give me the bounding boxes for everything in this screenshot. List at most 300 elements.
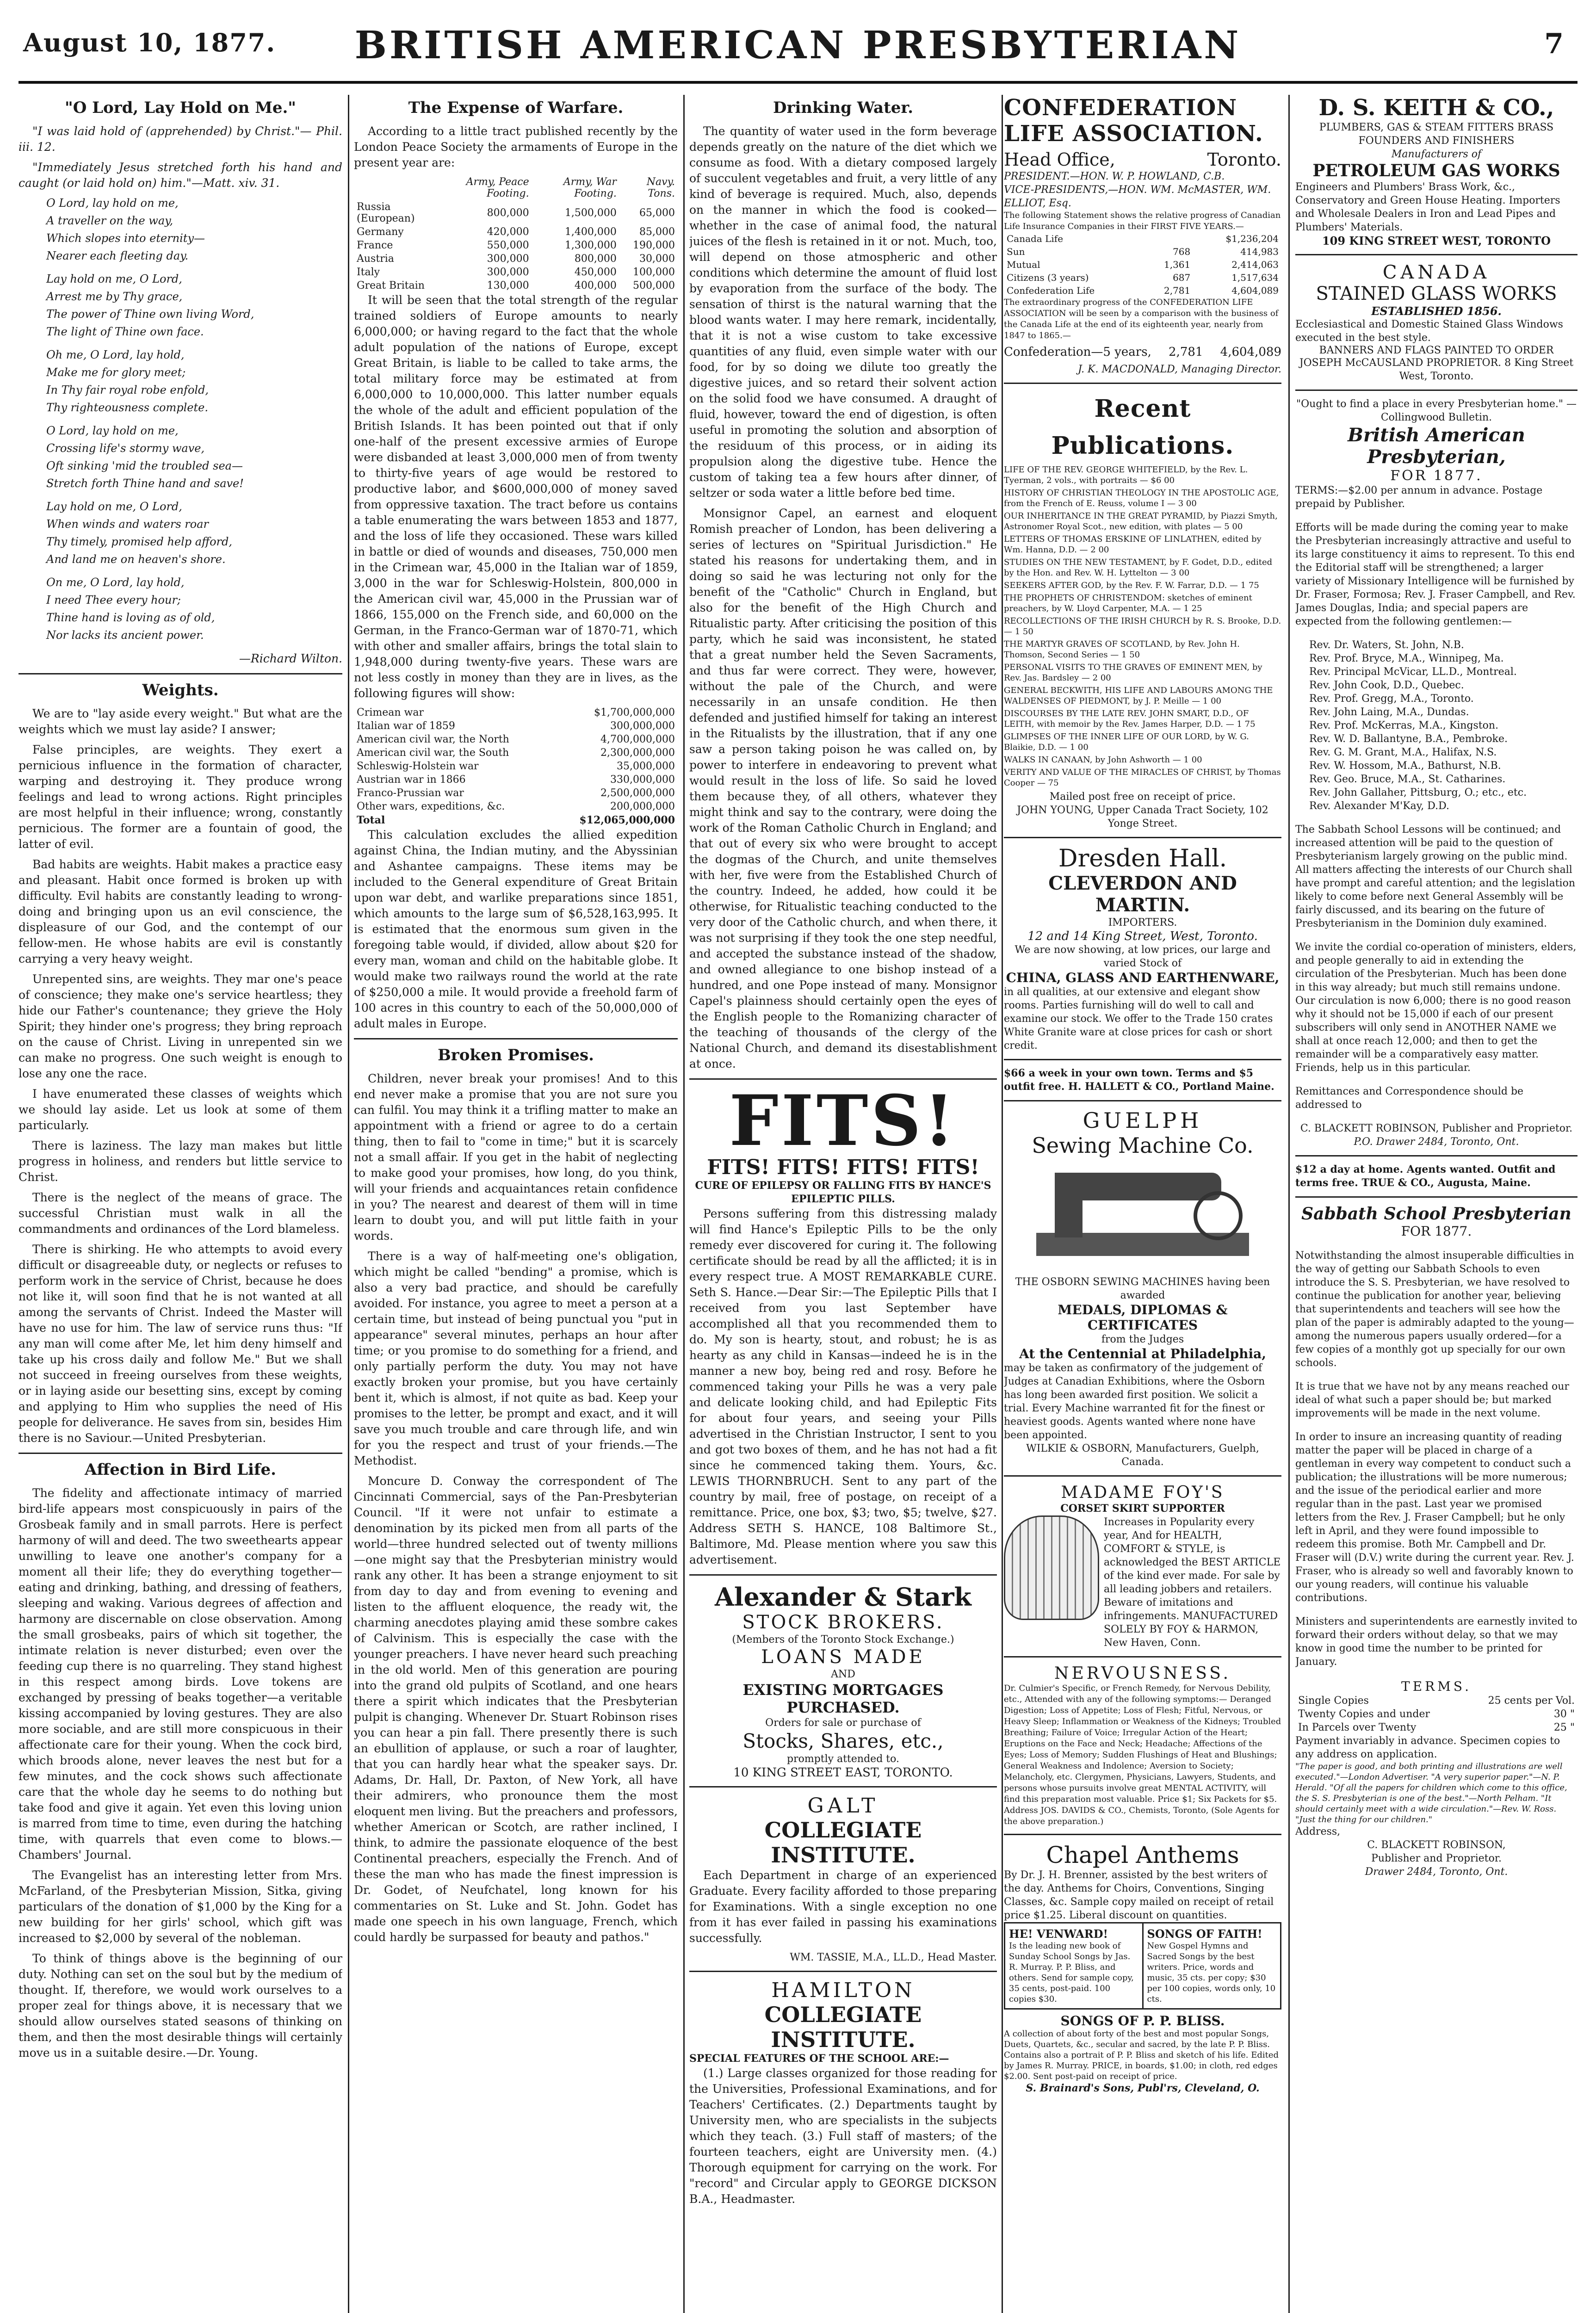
table-row — [1004, 284, 1281, 297]
table-cell: 65,000 — [639, 207, 675, 219]
list-item: STUDIES ON THE NEW TESTAMENT, by F. Godet, D.D., edited by the Hon. and Rev. W. H. Lyttelton — 3 00 — [1004, 557, 1273, 578]
list-item: Rev. W. Hossom, M.A., Bathurst, N.B. — [1309, 760, 1501, 772]
keith-manufacturers: Manufacturers of — [1391, 148, 1482, 160]
column-4 — [1004, 95, 1281, 2313]
foy-title: MADAME FOY'S — [1061, 1483, 1225, 1502]
terms-note: Payment invariably in advance. Specimen copies to any address on application. — [1295, 1735, 1560, 1760]
table-cell: 200,000,000 — [610, 801, 675, 812]
divider — [1004, 837, 1281, 838]
article-water — [689, 124, 997, 1072]
poem-epigraph-2: "Immediately Jesus stretched forth his hand and caught (or laid hold on) him."—Matt. xiv. 31. — [19, 161, 342, 190]
galt-signature: WM. TASSIE, M.A., LL.D., Head Master. — [790, 1952, 997, 1963]
paragraph: Efforts will be made during the coming year to make the Presbyterian increasingly attractive and useful to its large constituency it aims to represent. To this end the Editorial staff will be strengthened; a larger variety of Missionary Intelligence will be furnished by Dr. Fraser, Formosa; Rev. J. Fraser Campbell, and Rev. James Douglas, India; and special papers are expected from the following gentlemen:— — [1295, 522, 1576, 627]
stark-stocks: Stocks, Shares, etc., — [742, 1730, 944, 1752]
divider — [1295, 390, 1577, 391]
table-cell: 4,604,089 — [1231, 285, 1279, 296]
table-cell: 420,000 — [487, 226, 529, 238]
divider — [689, 1078, 997, 1080]
stark-orders: Orders for sale or purchase of — [765, 1717, 921, 1729]
table-cell: American civil war, the South — [357, 747, 509, 759]
table-cell: Franco-Prussian war — [357, 787, 464, 799]
sewing-machine-illustration — [1027, 1163, 1258, 1270]
table-row — [354, 760, 678, 773]
divider — [1004, 1475, 1281, 1477]
judges: from the Judges — [1101, 1334, 1184, 1345]
stark-sub: STOCK BROKERS. — [742, 1612, 944, 1633]
column-rule — [683, 95, 685, 2313]
poem-line: Thy righteousness complete. — [46, 401, 208, 414]
table-cell: Canada Life — [1007, 233, 1064, 244]
table-cell: Austrian war in 1866 — [357, 774, 466, 785]
issue-date: August 10, 1877. — [23, 28, 276, 57]
foy-ad — [1004, 1515, 1281, 1650]
poem-line: A traveller on the way, — [46, 214, 173, 227]
table-cell: Austria — [357, 253, 394, 265]
established: ESTABLISHED 1856. — [1371, 304, 1502, 318]
table-cell: 1,517,634 — [1231, 272, 1279, 283]
poem-line: In Thy fair royal robe enfold, — [46, 383, 209, 396]
table-cell: Italy — [357, 266, 380, 278]
paragraph: The Sabbath School Lessons will be continued; and increased attention will be paid to the question of Presbyterianism largely growing on the public mind. All matters affecting the interests of our Church shall have prompt and careful attention; and the legislation likely to come before next General Assembly will be fairly discussed, and its bearing on the future of Presbyterianism in the Dominion duly examined. — [1295, 824, 1575, 929]
conf-5yr-policies: 2,781 — [1169, 345, 1203, 359]
table-cell: 2,300,000,000 — [600, 747, 675, 759]
poem-line: And land me on heaven's shore. — [46, 553, 226, 566]
table-cell: $1,700,000,000 — [594, 707, 675, 718]
table-row — [354, 266, 678, 279]
confederation-vice-presidents: VICE-PRESIDENTS,—HON. WM. McMASTER, WM. ELLIOT, Esq. — [1004, 184, 1271, 209]
final-publisher: Publisher and Proprietor. — [1371, 1853, 1502, 1864]
list-item: THE PROPHETS OF CHRISTENDOM: sketches of eminent preachers, by W. Lloyd Carpenter, M.A. — 1 25 — [1004, 593, 1252, 613]
confederation-president: PRESIDENT.—HON. W. P. HOWLAND, C.B. — [1004, 171, 1225, 182]
list-item: PERSONAL VISITS TO THE GRAVES OF EMINENT MEN, by Rev. Jas. Bardsley — 2 00 — [1004, 662, 1262, 683]
paragraph: The quantity of water used in the form beverage depends greatly on the nature of the diet which we consume as food. With a dietary composed largely of succulent vegetables and fruit, a very little of any kind of beverage is required. Much, also, depends on the manner in which the food is cooked—whether in the case of animal food, the natural juices of the flesh is retained in it or not. Much, too, will depend on those atmospheric and other conditions which determine the amount of fluid lost by evaporation from the surface of the body. The sensation of thirst is the natural warning that the blood wants water. I may here remark, incidentally, that it is not a wise custom to take excessive quantities of any fluid, even simple water with our food, for by so doing we dilute too greatly the digestive juices, and so retard their solvent action on the solid food we have consumed. A draught of fluid, however, toward the end of digestion, is often useful in promoting the solution and absorption of the residuum of this process, or in aiding its propulsion along the digestive tube. Hence the custom of taking tea a few hours after dinner, of seltzer or soda water a little before bed time. — [689, 124, 997, 500]
table-row — [1004, 232, 1281, 245]
table-row — [1004, 258, 1281, 271]
table-cell: 500,000 — [633, 280, 675, 291]
paragraph: Children, never break your promises! And to this end never make a promise that you are not sure you can fulfil. You may think it a trifling matter to make an appointment with a friend or agree to do a certain thing, then to fail to "come in time;" but it is scarcely not a small affair. If you get in the habit of neglecting to make good your promises, how long, do you think, will your friends and acquaintances retain confidence in you? The nearest and dearest of them will in time learn to doubt you, and will put little faith in your words. — [354, 1072, 678, 1243]
poem-line: O Lord, lay hold on me, — [46, 197, 179, 210]
table-cell: France — [357, 240, 393, 251]
table-row — [354, 773, 678, 786]
hamilton-body: (1.) Large classes organized for those reading for the Universities, Professional Examinations, and for Teachers' Certificates. (2.) Departments taught by University men, who are specialists in the subjects which they teach. (3.) Full staff of masters; of the fourteen teachers, eight are University men. (4.) Thorough equipment for carrying on the work. For "record" and Circular apply to GEORGE DICKSON B.A., Headmaster. — [689, 2066, 997, 2206]
article-warfare — [354, 292, 678, 701]
poem-verses — [19, 196, 342, 643]
table-cell: Single Copies — [1298, 1695, 1369, 1707]
keith-body: Engineers and Plumbers' Brass Work, &c., Conservatory and Green House Heating. Importers and Wholesale Dealers in Iron and Lead Pipes and Plumbers' Materials. — [1295, 181, 1560, 233]
books-mailed: Mailed post free on receipt of price. — [1049, 791, 1236, 803]
list-item: THE MARTYR GRAVES OF SCOTLAND, by Rev. John H. Thomson, Second Series — 1 50 — [1004, 639, 1240, 660]
bliss-title: SONGS OF P. P. BLISS. — [1060, 2013, 1225, 2029]
table-header — [354, 175, 441, 200]
table-row — [354, 252, 678, 266]
bap-title: British American Presbyterian, — [1348, 424, 1525, 468]
confederation-5yr — [1004, 345, 1281, 359]
divider — [1295, 1155, 1577, 1156]
article-title-affection: Affection in Bird Life. — [84, 1460, 277, 1479]
books-publisher: JOHN YOUNG, Upper Canada Tract Society, 102 Yonge Street. — [1017, 804, 1268, 829]
fits-cure: CURE OF EPILEPSY OR FALLING FITS BY HANCE'S EPILEPTIC PILLS. — [695, 1180, 991, 1205]
heavenward-title: HE! VENWARD! — [1009, 1927, 1108, 1941]
table-row — [354, 746, 678, 760]
poem-line: Lay hold on me, O Lord, — [46, 500, 182, 513]
poem-line: On me, O Lord, lay hold, — [46, 576, 185, 589]
paragraph: Ministers and superintendents are earnestly invited to forward their orders without delay, so that we may know in good time the number to be printed for January. — [1295, 1616, 1577, 1668]
table-row — [354, 786, 678, 800]
poem-line: O Lord, lay hold on me, — [46, 424, 179, 437]
list-item: VERITY AND VALUE OF THE MIRACLES OF CHRIST, by Thomas Cooper — 75 — [1004, 767, 1281, 788]
cleverdon-body: We are now showing, at low prices, our large and varied Stock of — [1015, 944, 1271, 969]
column-rule — [1002, 95, 1003, 2313]
poem-line: Which slopes into eternity— — [46, 232, 205, 245]
table-cell: In Parcels over Twenty — [1298, 1722, 1417, 1733]
table-cell: 35,000,000 — [617, 761, 675, 772]
stark-and: AND — [831, 1669, 855, 1680]
table-row — [354, 706, 678, 719]
paragraph: The Evangelist has an interesting letter from Mrs. McFarland, of the Presbyterian Mission, Sitka, giving particulars of the donation of $1,000 by the King for a new building for her girls' school, which gift was increased to $2,000 by several of the nobleman. — [19, 1868, 342, 1945]
paragraph: In order to insure an increasing quantity of reading matter the paper will be placed in charge of a gentleman in every way competent to conduct such a publication; the illustrations will be more numerous; and the issue of the periodical earlier and more regular than in the past. Last year we promised letters from the Rev. J. Fraser Campbell; but he only left in April, and they were found impossible to redeem this promise. Both Mr. Campbell and Dr. Fraser will (D.V.) write during the current year. Rev. J. Fraser, who is already so well and favorably known to our young readers, will continue his valuable contributions. — [1295, 1431, 1574, 1604]
table-cell: 30,000 — [639, 253, 675, 265]
paragraph: The fidelity and affectionate intimacy of married bird-life appears most conspicuously in pairs of the Grosbeak family and in small parrots. Here is perfect harmony of will and deed. The two sweethearts appear unwilling to leave one another's company for a moment all their life; they do everything together—eating and drinking, bathing, and dressing of feathers, sleeping and waking. Various degrees of affection and harmony are discernable on close observation. Among the small grosbeaks, pairs of which sit together, the intimate relation is never disturbed; even over the feeding cup there is no quarreling. They stand highest in this respect among birds. Love tokens are exchanged by pressing of beaks together—a veritable kissing accompanied by loving gestures. They are also more sociable, and are still more conspicuous in their affectionate care for their young. When the cock bird, which broods alone, never leaves the nest but for a few minutes, and the cock shows such affectionate care that the whole day he seems to do nothing but take food and give it again. Yet even this loving union is marred from time to time, even during the hatching time, with quarrels that even come to blows.—Chambers' Journal. — [19, 1486, 342, 1862]
stark-prompt: promptly attended to. — [787, 1753, 899, 1765]
divider — [1295, 1196, 1577, 1198]
table-cell: 450,000 — [574, 266, 617, 278]
column-5 — [1295, 95, 1577, 2313]
table-cell: 800,000 — [487, 207, 529, 219]
songs-of-faith-ad — [1142, 1923, 1281, 2008]
table-cell: Germany — [357, 226, 404, 238]
column-1 — [19, 95, 342, 2313]
war-cost-table — [354, 706, 678, 827]
banners: BANNERS AND FLAGS PAINTED TO ORDER — [1319, 345, 1554, 356]
poem-line: Make me for glory meet; — [46, 366, 186, 379]
confederation-extra: The extraordinary progress of the CONFEDERATION LIFE ASSOCIATION will be seen by a comparison with the business of the Canada Life at the end of its eighteenth year, nearly from 1847 to 1865.— — [1004, 297, 1279, 340]
head-office-label: Head Office, — [1004, 149, 1115, 170]
list-item: HISTORY OF CHRISTIAN THEOLOGY IN THE APOSTOLIC AGE, from the French of E. Reuss, volume I — 3 00 — [1004, 488, 1279, 508]
table-cell: American civil war, the North — [357, 734, 509, 745]
table-row — [1004, 271, 1281, 284]
divider — [1004, 1656, 1281, 1657]
table-header: Army, War Footing. — [563, 176, 617, 199]
paragraph: There is the neglect of the means of grace. The successful Christian must walk in all the commandments and ordinances of the Lord blameless. — [19, 1191, 342, 1236]
table-row — [354, 225, 678, 239]
table-cell: $1,236,204 — [1225, 233, 1279, 244]
list-item: GLIMPSES OF THE INNER LIFE OF OUR LORD, by W. G. Blaikie, D.D. — 1 00 — [1004, 732, 1249, 752]
table-cell: 800,000 — [574, 253, 617, 265]
poem-line: When winds and waters roar — [46, 518, 209, 531]
table-cell — [1145, 232, 1193, 245]
divider — [19, 1453, 342, 1454]
table-cell: 85,000 — [639, 226, 675, 238]
list-item: Rev. Alexander M'Kay, D.D. — [1309, 800, 1449, 812]
bap-terms: TERMS:—$2.00 per annum in advance. Postage prepaid by Publisher. — [1295, 485, 1543, 510]
table-cell: Other wars, expeditions, &c. — [357, 801, 505, 812]
table-total-row — [354, 813, 678, 827]
table-cell: Sun — [1007, 246, 1025, 257]
final-signature: C. BLACKETT ROBINSON, — [1367, 1839, 1506, 1851]
paragraph: I have enumerated these classes of weights which we should lay aside. Let us look at some of them particularly. — [19, 1087, 342, 1132]
table-cell: 2,414,063 — [1231, 259, 1279, 270]
galt-institute: COLLEGIATE INSTITUTE. — [764, 1818, 922, 1868]
table-row — [1295, 1707, 1577, 1721]
chapel-anthems-title: Chapel Anthems — [1046, 1842, 1239, 1868]
canada-title: CANADA — [1382, 262, 1491, 283]
address-label: Address, — [1295, 1826, 1341, 1837]
poem-line: Crossing life's stormy wave, — [46, 442, 205, 455]
osborn-body: may be taken as confirmatory of the judgement of Judges at Canadian Exhibitions, where the Osborn has long been awarded first position. We solicit a trial. Every Machine warranted fit for the finest or heaviest goods. Agents wanted where none have been appointed. — [1004, 1362, 1265, 1441]
guelph-title: GUELPH — [1083, 1108, 1203, 1133]
list-item: Rev. Geo. Bruce, M.A., St. Catharines. — [1309, 773, 1506, 785]
column-rule — [348, 95, 349, 2313]
list-item: Rev. G. M. Grant, M.A., Halifax, N.S. — [1309, 747, 1497, 758]
table-row — [354, 800, 678, 813]
list-item: Rev. John Gallaher, Pittsburg, O.; etc., etc. — [1309, 787, 1527, 798]
cleverdon-body-2: in all qualities, at our extensive and elegant show rooms. Parties furnishing will do well to call and examine our stock. We offer to the Trade 150 crates White Granite ware at close prices for cash or short credit. — [1004, 986, 1273, 1051]
poem-line: The light of Thine own face. — [46, 325, 204, 338]
poem-author: —Richard Wilton. — [239, 652, 342, 665]
article-title-water: Drinking Water. — [773, 99, 914, 117]
confederation-note: The following Statement shows the relative progress of Canadian Life Insurance Companies in their FIRST FIVE YEARS.— — [1004, 210, 1281, 231]
book-list — [1004, 464, 1281, 788]
poem-line: The power of Thine own living Word, — [46, 308, 254, 321]
foy-body: Increases in Popularity every year, And for HEALTH, COMFORT & STYLE, is acknowledged the BEST ARTICLE of the kind ever made. For sale by all leading jobbers and retailers. Beware of imitations and infringements. MANUFACTURED SOLELY BY FOY & HARMON, New Haven, Conn. — [1104, 1516, 1281, 1649]
column-3 — [689, 95, 997, 2313]
table-cell: Crimean war — [357, 707, 424, 718]
bap-box: P.O. Drawer 2484, Toronto, Ont. — [1354, 1136, 1519, 1148]
keith-title: D. S. KEITH & CO., — [1318, 95, 1554, 121]
table-cell: 1,400,000 — [564, 226, 617, 238]
list-item: Rev. W. D. Ballantyne, B.A., Pembroke. — [1309, 733, 1508, 745]
divider — [1004, 1100, 1281, 1101]
list-item: RECOLLECTIONS OF THE IRISH CHURCH by R. S. Brooke, D.D. — 1 50 — [1004, 616, 1281, 637]
sp-title: Sabbath School Presbyterian — [1301, 1204, 1571, 1224]
quote: "Ought to find a place in every Presbyterian home." —Collingwood Bulletin. — [1296, 398, 1577, 423]
reviews: "The paper is good, and both printing and illustrations are well executed."—London Advertiser. "A very superior paper."—N. P. Herald. "Of all the papers for children which come to this office, the S. S. Presbyterian is one of the best."—North Pelham. "It should certainly meet with a wide circulation."—Rev. W. Ross. "Just the thing for our children." — [1295, 1762, 1567, 1824]
table-cell: 687 — [1173, 272, 1191, 283]
warfare-intro: According to a little tract published recently by the London Peace Society the armaments of Europe in the present year are: — [354, 124, 678, 169]
poem-line: Thy timely, promised help afford, — [46, 535, 233, 548]
newspaper-title: BRITISH AMERICAN PRESBYTERIAN — [354, 23, 1242, 68]
table-row — [354, 239, 678, 252]
centennial: At the Centennial at Philadelphia, — [1019, 1346, 1266, 1361]
table-row — [1004, 245, 1281, 258]
bap-body — [1295, 521, 1577, 628]
table-cell: Russia (European) — [357, 201, 415, 224]
medals-heading: MEDALS, DIPLOMAS & CERTIFICATES — [1058, 1302, 1228, 1333]
poem-title: "O Lord, Lay Hold on Me." — [64, 99, 297, 117]
confederation-table — [1004, 232, 1281, 297]
table-cell: 190,000 — [633, 240, 675, 251]
masthead-rule — [19, 81, 1577, 84]
keith-address: 109 KING STREET WEST, TORONTO — [1322, 234, 1551, 247]
paragraph: Bad habits are weights. Habit makes a practice easy and pleasant. Habit once formed is broken up with difficulty. Evil habits are constantly leading to wrong-doing and bringing upon us an evil conscience, the displeasure of our God, and the contempt of our fellow-men. He whose habits are evil is constantly carrying a very heavy weight. — [19, 858, 342, 965]
table-cell: 300,000 — [487, 266, 529, 278]
cleverdon-china: CHINA, GLASS AND EARTHENWARE, — [1006, 970, 1280, 985]
paragraph: There is shirking. He who attempts to avoid every difficult or disagreeable duty, or neglects or refuses to perform work in the service of Christ, because he does not like it, will soon find that he is not wanted at all among the servants of Christ. Indeed the Master will have no use for him. The law of service runs thus: "If any man will come after Me, let him deny himself and take up his cross daily and follow Me." But we shall not succeed in freeing ourselves from these weights, or in laying aside our besetting sins, except by coming and applying to Him who supplies the need of His people for deliverance. He saves from sin, besides Him there is no Saviour.—United Presbyterian. — [19, 1243, 342, 1445]
osborn-signature: WILKIE & OSBORN, Manufacturers, Guelph, Canada. — [1026, 1443, 1259, 1468]
article-promises — [354, 1071, 678, 1945]
table-row — [354, 279, 678, 292]
table-cell: 4,700,000,000 — [600, 734, 675, 745]
paragraph: Remittances and Correspondence should be addressed to — [1295, 1086, 1524, 1111]
chapel-anthems-body: By Dr. J. H. Brenner, assisted by the best writers of the day. Anthems for Choirs, Conventions, Singing Classes, &c. Sample copy mailed on receipt of retail price $1.25. Liberal discount on quantities. — [1004, 1869, 1274, 1921]
table-cell: 300,000,000 — [610, 720, 675, 732]
conf-5yr-label: Confederation—5 years, — [1004, 345, 1151, 359]
terms-table — [1295, 1694, 1577, 1734]
fits-subheadline: FITS! FITS! FITS! FITS! — [707, 1156, 979, 1179]
recent-publications-title: Recent Publications. — [1051, 395, 1234, 460]
poem-line: I need Thee every hour; — [46, 594, 181, 606]
table-cell: Schleswig-Holstein war — [357, 761, 479, 772]
table-cell: 550,000 — [487, 240, 529, 251]
heavenward-body: Is the leading new book of Sunday School Songs by Jas. R. Murray. P. P. Bliss, and others. Send for sample copy, 35 cents, post-paid. 100 copies $30. — [1009, 1941, 1134, 2004]
poem-line: Nor lacks its ancient power. — [46, 629, 204, 642]
bap-body-2 — [1295, 823, 1577, 1112]
table-cell: 300,000 — [487, 253, 529, 265]
bliss-publisher: S. Brainard's Sons, Publ'rs, Cleveland, O. — [1026, 2082, 1260, 2094]
poem-line: Lay hold on me, O Lord, — [46, 272, 182, 285]
table-row — [354, 733, 678, 746]
list-item: WALKS IN CANAAN, by John Ashworth — 1 00 — [1004, 755, 1202, 765]
article-title-warfare: The Expense of Warfare. — [408, 99, 624, 117]
army-table — [354, 175, 678, 292]
table-cell: 130,000 — [487, 280, 529, 291]
divider — [1004, 1834, 1281, 1835]
list-item: Rev. Prof. Bryce, M.A., Winnipeg, Ma. — [1309, 653, 1504, 664]
paragraph: We are to "lay aside every weight." But what are the weights which we must lay aside? I answer; — [19, 707, 342, 736]
paragraph: Moncure D. Conway the correspondent of The Cincinnati Commercial, says of the Pan-Presbyterian Council. "If it were not unfair to estimate a denomination by its picked men from all parts of the world—three hundred selected out of twenty millions—one might say that the Presbyterian ministry would rank any other. It has been a strange enjoyment to sit from day to day and from evening to evening and listen to the affluent eloquence, the ready wit, the charming anecdotes playing amid these sombre cakes of Calvinism. This is especially the case with the younger preachers. I have never heard such preaching in the old world. Men of this generation are pouring into the grand old pulpits of Scotland, and one hears there a spirit which indicates that the Presbyterian pulpit is changing. Whenever Dr. Stuart Robinson rises you can hear a pin fall. There presently there is such an ebullition of applause, or such a roar of laughter, that you can hardly hear what the speaker says. Dr. Adams, Dr. Hall, Dr. Paxton, of New York, all have their admirers, who pronounce them the most eloquent men living. But the preachers and professors, whether American or Scotch, are rather inclined, I think, to admire the passionate eloquence of the best Continental preachers, especially the French. And of these the man who has made the finest impression is Dr. Godet, of Neufchatel, long known for his commentaries on St. Luke and St. John. Godet has made one speech in his own language, French, which could hardly be surpassed for beauty and pathos." — [354, 1474, 678, 1944]
bap-year: FOR 1877. — [1390, 468, 1483, 484]
list-item: Rev. John Laing, M.A., Dundas. — [1309, 706, 1469, 718]
poem-line: Arrest me by Thy grace, — [46, 290, 183, 303]
week-ad: $66 a week in your own town. Terms and $5 outfit free. H. HALLETT & CO., Portland Maine. — [1004, 1067, 1274, 1093]
table-cell: 330,000,000 — [610, 774, 675, 785]
paragraph: False principles, are weights. They exert a pernicious influence in the formation of character, warping and destroying it. They produce wrong feelings and lead to wrong actions. Right principles are most helpful in their influence; wrong, constantly pernicious. The former are a fountain of good, the latter of evil. — [19, 743, 342, 851]
divider — [354, 1038, 678, 1039]
galt-title: GALT — [807, 1794, 879, 1818]
warfare-conclusion: This calculation excludes the allied expedition against China, the Indian mutiny, and the Abyssinian and Ashantee campaigns. These items may be included to the General expenditure of Great Britain upon war debt, and warlike preparations since 1851, which amounts to the large sum of $6,528,163,995. It is estimated that the enormous sum given in the foregoing table would, if divided, allow about $20 for every man, woman and child on the habitable globe. It would make two railways round the world at the rate of $250,000 a mile. It would provide a freehold farm of 100 acres in this country to each of the 50,000,000 of adult males in Europe. — [354, 828, 678, 1030]
table-cell: 1,500,000 — [564, 207, 617, 219]
divider — [19, 673, 342, 674]
keith-petroleum: PETROLEUM GAS WORKS — [1312, 161, 1560, 180]
list-item: Rev. Prof. Gregg, M.A., Toronto. — [1309, 693, 1474, 705]
hamilton-institute: COLLEGIATE INSTITUTE. — [764, 2002, 922, 2052]
column-rule — [1288, 95, 1290, 2313]
table-cell: 25 " — [1553, 1722, 1575, 1733]
confederation-title: CONFEDERATION LIFE ASSOCIATION. — [1004, 95, 1263, 147]
table-cell: Total — [357, 814, 385, 826]
paragraph: There is laziness. The lazy man makes but little progress in holiness, and renders but little service to Christ. — [19, 1139, 342, 1184]
stark-address: 10 KING STREET EAST, TORONTO. — [733, 1766, 953, 1780]
paragraph: It will be seen that the total strength of the regular trained soldiers of Europe amounts to nearly 6,000,000; or having regard to the fact that the whole adult population of the nations of Europe, except Great Britain, is liable to be called to take arms, the total military force may be estimated at from 6,000,000 to 10,000,000. This latter number equals the whole of the adult and efficient population of the British Islands. It has been pointed out that if only one-half of the present excessive armies of Europe were disbanded at least 3,000,000 men of from twenty to thirty-five years of age would be restored to productive labor, and $600,000,000 of money saved from oppressive taxation. The tract before us contains a table enumerating the wars between 1853 and 1877, and the loss of life they occasioned. These wars killed in battle or died of wounds and diseases, 750,000 men in the Crimean war, 45,000 in the Italian war of 1859, 3,000 in the war for Schleswig-Holstein, 800,000 in the American civil war, 45,000 in the Prussian war of 1866, 155,000 on the French side, and 60,000 on the German, in the Franco-German war of 1870-71, which with other and smaller affairs, brings the total slain to 1,948,000 during twenty-five years. These wars are not less costly in money than they are in lives, as the following figures will show: — [354, 293, 678, 700]
table-cell: 400,000 — [574, 280, 617, 291]
guelph-subtitle: Sewing Machine Co. — [1032, 1133, 1254, 1158]
paragraph: Notwithstanding the almost insuperable difficulties in the way of getting our Sabbath Schools to even introduce the S. S. Presbyterian, we have resolved to continue the publication for another year, believing that superintendents and teachers will see how the plan of the paper is admirably adapted to the young—among the numerous papers usually ordered—for a few copies of a monthly got up specially for our own schools. — [1295, 1250, 1574, 1369]
paragraph: We invite the cordial co-operation of ministers, elders, and people generally to aid in extending the circulation of the Presbyterian. Much has been done in this way already; but much still remains undone. Our circulation is now 6,000; there is no good reason why it should not be 15,000 if each of our present subscribers will only send in ANOTHER NAME we shall at once reach 12,000; and then to get the remainder will be a comparatively easy matter. Friends, help us in this particular. — [1295, 941, 1577, 1074]
corset-illustration — [1004, 1515, 1099, 1620]
article-title-promises: Broken Promises. — [438, 1046, 594, 1064]
twelve-ad: $12 a day at home. Agents wanted. Outfit and terms free. TRUE & CO., Augusta, Maine. — [1295, 1163, 1556, 1189]
paragraph: Unrepented sins, are weights. They mar one's peace of conscience; they make one's service heartless; they hide our Father's countenance; they grieve the Holy Spirit; they hinder one's progress; they bring reproach on the cause of Christ. Living in unrepented sin we can make no progress. One such weight is enough to lose any one the race. — [19, 972, 342, 1080]
table-cell: $12,065,000,000 — [579, 814, 675, 826]
table-cell: 30 " — [1553, 1708, 1575, 1720]
list-item: GENERAL BECKWITH, HIS LIFE AND LABOURS AMONG THE WALDENSES OF PIEDMONT, by J. P. Meille — 1 00 — [1004, 686, 1273, 706]
list-item: LETTERS OF THOMAS ERSKINE OF LINLATHEN, edited by Wm. Hanna, D.D. — 2 00 — [1004, 534, 1262, 555]
sp-body — [1295, 1249, 1577, 1669]
poem-line: Nearer each fleeting day. — [46, 249, 189, 262]
nervousness-title: NERVOUSNESS. — [1054, 1664, 1231, 1683]
table-header: Army, Peace Footing. — [466, 176, 529, 199]
table-cell: 1,361 — [1163, 259, 1191, 270]
mccausland: JOSEPH McCAUSLAND PROPRIETOR. 8 King Street West, Toronto. — [1299, 357, 1574, 382]
table-header: Navy. Tons. — [646, 176, 675, 199]
foy-subtitle: CORSET SKIRT SUPPORTER — [1060, 1503, 1225, 1515]
paragraph: Monsignor Capel, an earnest and eloquent Romish preacher of London, has been delivering a series of lectures on "Spiritual Jurisdiction." He stated his reasons for undertaking them, and in doing so said he was lecturing not only for the benefit of the "Catholic" Church in England, but also for the benefit of the High Church and Ritualistic party. After criticising the position of this party, which he said was inconsistent, he stated that a great number held the Seven Sacraments, and thus far were correct. They were, however, without the pale of the Church, and were necessarily in an unsafe condition. He then defended and justified himself for taking an interest in the Ritualists by the illustration, that if any one saw a person taking poison he was called on, by power to interfere in endeavoring to prevent what would result in the loss of life. So said he loved them because they, of all others, whatever they might think and say to the contrary, were doing the work of the Roman Catholic Church in England; and that out of every six who were brought to accept the dogmas of the Church, and unite themselves with her, five were from the Established Church of the country. Indeed, he added, how could it be otherwise, for Ritualistic teaching conducted to the very door of the Catholic church, and when there, it was not surprising if they took the one step needful, and accepted the substance instead of the shadow, and owned allegiance to one bishop instead of a hundred, and one Pope instead of many. Monsignor Capel's plainness should certainly open the eyes of the English people to the Romanizing character of the teaching of thousands of the clergy of the National Church, and demand its disestablishment at once. — [689, 507, 997, 1070]
table-cell: 2,500,000,000 — [600, 787, 675, 799]
songs-of-faith-body: New Gospel Hymns and Sacred Songs by the best writers. Price, words and music, 35 cts. per copy; $30 per 100 copies, words only, 10 cts. — [1147, 1941, 1276, 2004]
song-books-box — [1004, 1922, 1281, 2010]
poem-line: Stretch forth Thine hand and save! — [46, 477, 244, 490]
keith-subtitle: PLUMBERS, GAS & STEAM FITTERS BRASS FOUNDERS AND FINISHERS — [1319, 122, 1554, 147]
list-item: SEEKERS AFTER GOD, by the Rev. F. W. Farrar, D.D. — 1 75 — [1004, 581, 1259, 590]
divider — [689, 1786, 997, 1787]
galt-body: Each Department in charge of an experienced Graduate. Every facility afforded to those preparing for Examinations. With a single exception no one from it has ever failed in passing his examinations successfully. — [689, 1868, 997, 1945]
paragraph: It is true that we have not by any means reached our ideal of what such a paper should be; but marked improvements will be made in the next volume. — [1295, 1381, 1569, 1419]
stained-body: Ecclesiastical and Domestic Stained Glass Windows executed in the best style. — [1295, 319, 1563, 344]
table-cell: Citizens (3 years) — [1007, 272, 1089, 283]
table-cell: 1,300,000 — [564, 240, 617, 251]
stark-members: (Members of the Toronto Stock Exchange.) — [732, 1634, 954, 1645]
divider — [1004, 383, 1281, 384]
final-box: Drawer 2484, Toronto, Ont. — [1365, 1866, 1508, 1878]
table-cell: 768 — [1173, 246, 1191, 257]
heavenward-ad — [1005, 1923, 1142, 2008]
bliss-body: A collection of about forty of the best and most popular Songs, Duets, Quartets, &c., secular and sacred, by the late P. P. Bliss. Contains also a portrait of P. P. Bliss and sketch of his life. Edited by James R. Murray. PRICE, in boards, $1.00; in cloth, red edges $2.00. Sent post-paid on receipt of price. — [1004, 2029, 1279, 2081]
list-item: DISCOURSES BY THE LATE REV. JOHN SMART, D.D., OF LEITH, with memoir by the Rev. James Harper, D.D. — 1 75 — [1004, 709, 1256, 729]
poem-epigraph: "I was laid hold of (apprehended) by Christ."— Phil. iii. 12. — [19, 124, 342, 154]
table-row — [354, 719, 678, 733]
hamilton-title: HAMILTON — [771, 1979, 915, 2002]
poem-line: Oh me, O Lord, lay hold, — [46, 348, 185, 361]
dresden-hall-title: Dresden Hall. — [1058, 845, 1227, 872]
page-number: 7 — [1544, 28, 1564, 60]
article-affection — [19, 1485, 342, 2061]
list-item: Rev. Principal McVicar, LL.D., Montreal. — [1309, 666, 1517, 678]
table-cell: 414,983 — [1240, 246, 1279, 257]
terms-title: TERMS. — [1401, 1679, 1472, 1694]
cleverdon-title: CLEVERDON AND MARTIN. — [1048, 872, 1237, 916]
sp-year: FOR 1877. — [1401, 1224, 1472, 1239]
divider — [689, 1971, 997, 1972]
divider — [689, 1574, 997, 1576]
nervousness-body: Dr. Culmier's Specific, or French Remedy, for Nervous Debility, etc., Attended with any of the following symptoms:— Deranged Digestion; Loss of Appetite; Loss of Flesh; Fitful, Nervous, or Heavy Sleep; Inflammation or Weakness of the Kidneys; Troubled Breathing; Failure of Voice; Irregular Action of the Heart; Eruptions on the Face and Neck; Headache; Affections of the Eyes; Loss of Memory; Sudden Flushings of Heat and Blushings; General Weakness and Indolence; Aversion to Society; Melancholy, etc. Clergymen, Physicians, Lawyers, Students, and persons whose pursuits involve great MENTAL ACTIVITY, will find this preparation most valuable. Price $1; Six Packets for $5. Address JOS. DAVIDS & CO., Chemists, Toronto, (Sole Agents for the above preparation.) — [1004, 1683, 1281, 1826]
list-item: LIFE OF THE REV. GEORGE WHITEFIELD, by the Rev. L. Tyerman, 2 vols., with portraits — $6 00 — [1004, 465, 1248, 485]
table-cell: 25 cents per Vol. — [1488, 1695, 1575, 1707]
column-2 — [354, 95, 678, 2313]
stark-title: Alexander & Stark — [715, 1582, 971, 1612]
divider — [1004, 1059, 1281, 1060]
table-cell: Confederation Life — [1007, 285, 1095, 296]
poem-line: Thine hand is loving as of old, — [46, 611, 215, 624]
confederation-manager: J. K. MACDONALD, Managing Director. — [1077, 364, 1281, 375]
head-office-city: Toronto. — [1207, 149, 1281, 170]
paragraph: To think of things above is the beginning of our duty. Nothing can set on the soul but by the medium of thought. If, therefore, we would work ourselves to a proper zeal for things above, it is necessary that we should allow ourselves stated seasons of thinking on them, and then the most desirable things will certainly move us in a suitable desire.—Dr. Young. — [19, 1952, 342, 2059]
paragraph: There is a way of half-meeting one's obligation, which might be called "bending" a promise, which is also a very bad practice, and should be carefully avoided. For instance, you agree to meet a person at a certain time, but instead of being punctual you "put in appearance" several minutes, perhaps an hour after time; or you promise to do something for a friend, and only partially perform the duty. You may not have exactly broken your promise, but you have certainly bent it, which is almost, if not quite as bad. Keep your promises to the letter, be prompt and exact, and it will save you much trouble and care through life, and win for you the respect and trust of your friends.—The Methodist. — [354, 1249, 678, 1467]
table-row — [1295, 1721, 1577, 1734]
cleverdon-importers: IMPORTERS. — [1108, 917, 1177, 928]
table-cell: Mutual — [1007, 259, 1040, 270]
stark-mortgages: EXISTING MORTGAGES PURCHASED. — [742, 1681, 944, 1716]
list-item: OUR INHERITANCE IN THE GREAT PYRAMID, by Piazzi Smyth, Astronomer Royal Scot., new edition, with plates — 5 00 — [1004, 511, 1278, 532]
